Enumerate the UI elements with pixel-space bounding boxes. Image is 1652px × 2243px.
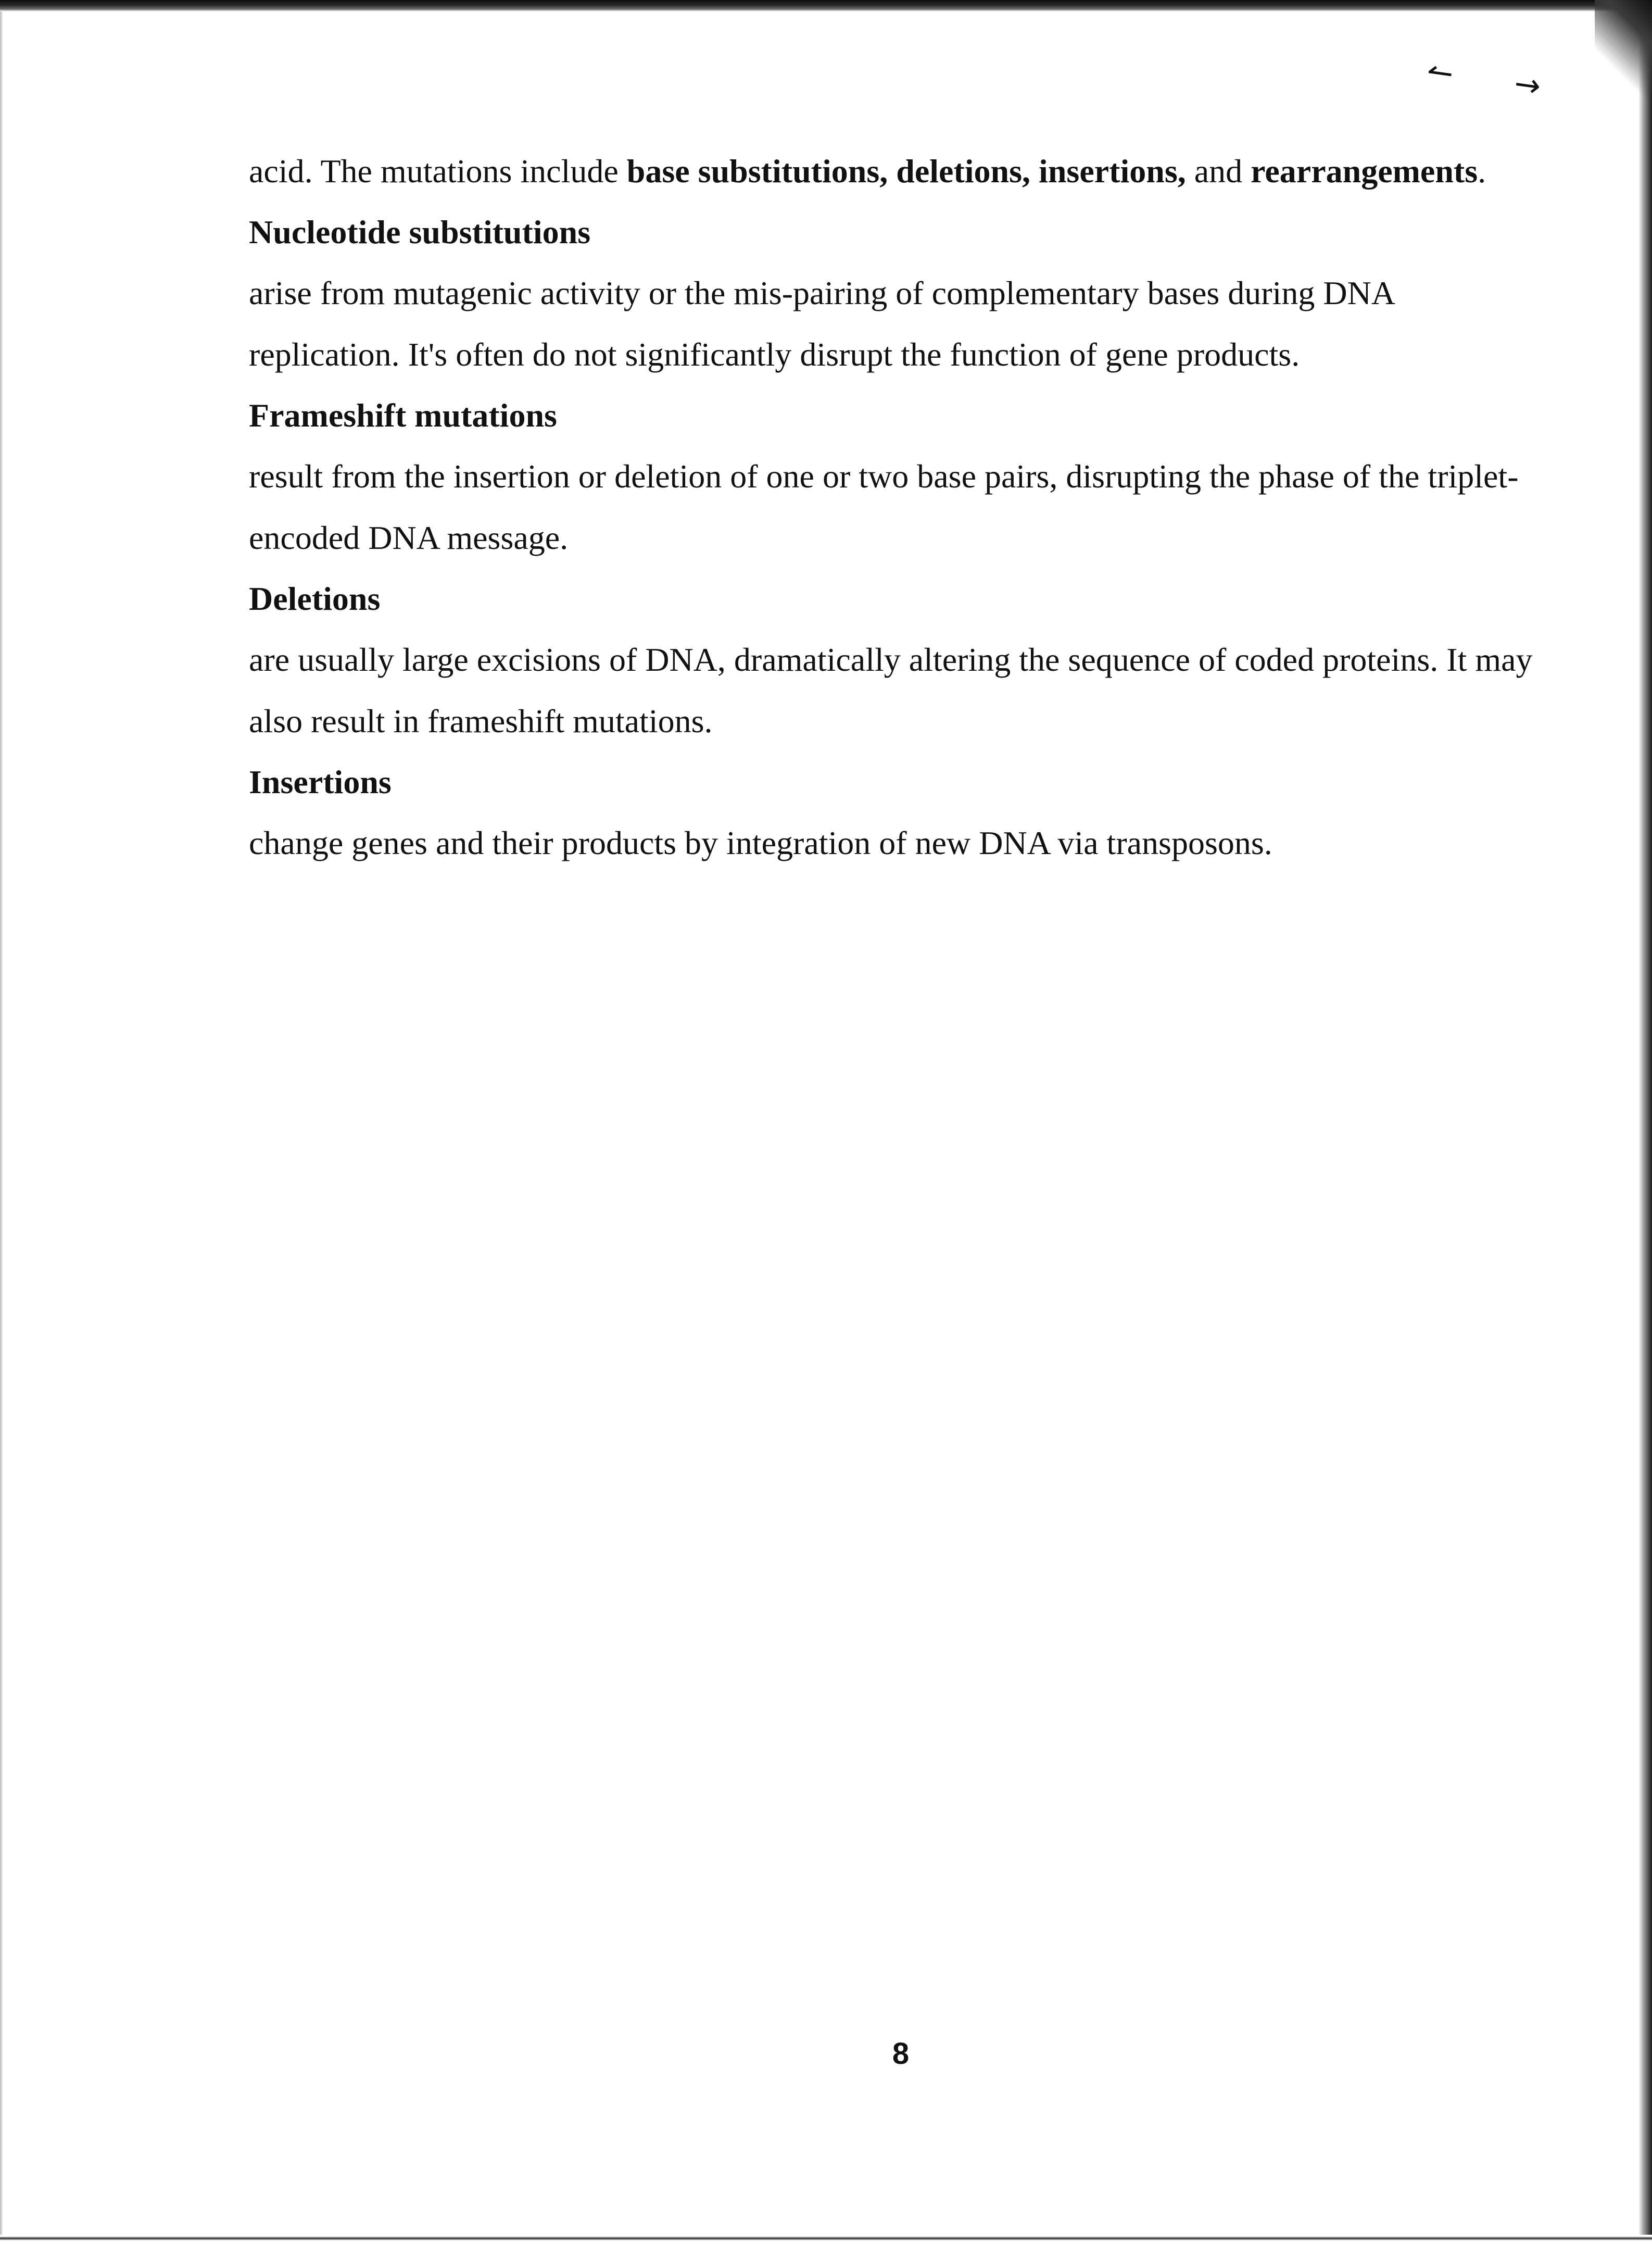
section-body-insertions: change genes and their products by integration of new DNA via transposons. — [249, 824, 1272, 861]
term-deletions: deletions, — [896, 153, 1031, 190]
section-heading-frameshift-mutations: Frameshift mutations — [249, 397, 557, 434]
intro-text: acid. The mutations include — [249, 153, 627, 190]
term-insertions: insertions, — [1039, 153, 1186, 190]
document-body — [249, 141, 1535, 874]
section-heading-nucleotide-substitutions: Nucleotide substitutions — [249, 214, 591, 250]
section-body-nucleotide-substitutions: arise from mutagenic activity or the mis-pairing of complementary bases during DNA replication. It's often do not significantly disrupt the function of gene products. — [249, 274, 1394, 373]
page-number: 8 — [892, 2037, 910, 2071]
term-base-substitutions: base substitutions, — [626, 153, 888, 190]
section-heading-deletions: Deletions — [249, 580, 381, 617]
intro-conjunction: and — [1194, 153, 1243, 190]
scan-left-edge — [0, 0, 3, 2243]
intro-paragraph — [249, 141, 1535, 202]
intro-period: . — [1478, 153, 1486, 190]
scan-top-edge — [0, 0, 1652, 11]
scan-corner-fold — [1595, 0, 1652, 120]
term-rearrangements: rearrangements — [1251, 153, 1478, 190]
scan-bottom-edge — [0, 2235, 1652, 2243]
section-body-deletions: are usually large excisions of DNA, dramatically altering the sequence of coded proteins. It may also result in frameshift mutations. — [249, 641, 1533, 740]
scan-right-edge — [1638, 0, 1652, 2243]
section-body-frameshift-mutations: result from the insertion or deletion of one or two base pairs, disrupting the phase of the triplet-encoded DNA message. — [249, 458, 1519, 556]
margin-arrow-marks: ↼ → — [1424, 53, 1569, 109]
section-heading-insertions: Insertions — [249, 763, 392, 800]
